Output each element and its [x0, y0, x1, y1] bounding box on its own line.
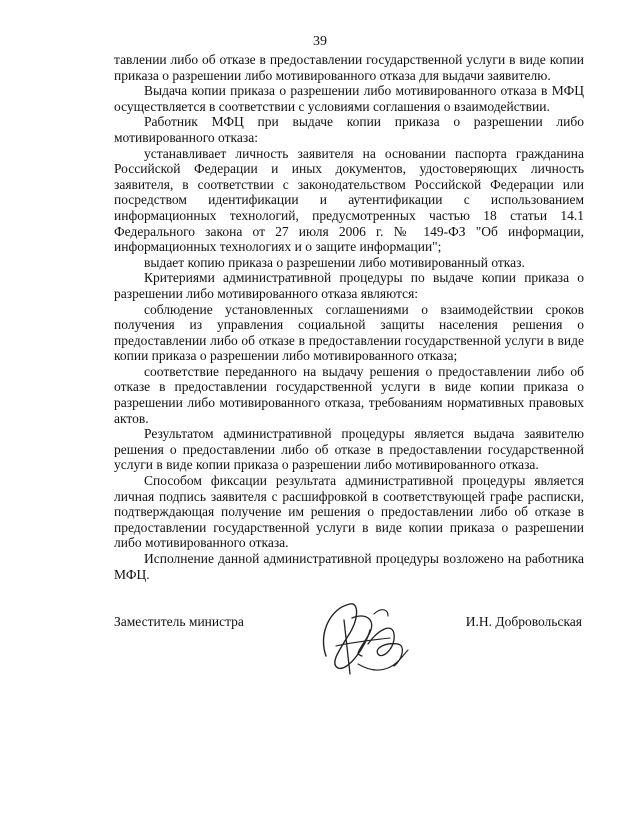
- paragraph: Результатом административной процедуры является выдача заявителю решения о предоставлении либо об отказе в предоставлении государственной услуги в виде копии приказа о разрешении либо мотивированного отказа.: [114, 426, 584, 473]
- paragraph: выдает копию приказа о разрешении либо мотивированный отказ.: [144, 254, 525, 270]
- page-number: 39: [313, 34, 327, 49]
- paragraph: Исполнение данной административной процедуры возложено на работника МФЦ.: [114, 551, 584, 582]
- body-text: [114, 52, 584, 582]
- paragraph: Способом фиксации результата административной процедуры является личная подпись заявителя с расшифровкой в соответствующей графе расписки, подтверждающая получение им решения о предоставлении либо об отказе в предоставлении государственной услуги в виде копии приказа о разрешении либо мотивированного отказа.: [114, 473, 584, 551]
- paragraph: устанавливает личность заявителя на основании паспорта гражданина Российской Федерации и иных документов, удостоверяющих личность заявителя, в соответствии с законодательством Российской Федерации или посредством идентификации и аутентификации с использованием информационных технологий, предусмотренных частью 18 статьи 14.1 Федерального закона от 27 июля 2006 г. № 149-ФЗ "Об информации, информационных технологиях и о защите информации";: [114, 145, 584, 255]
- paragraph: Выдача копии приказа о разрешении либо мотивированного отказа в МФЦ осуществляется в соответствии с условиями соглашения о взаимодействии.: [114, 83, 584, 114]
- paragraph: соответствие переданного на выдачу решения о предоставлении либо об отказе в предоставлении государственной услуги в виде копии приказа о разрешении либо мотивированного отказа, требованиям нормативных правовых актов.: [114, 363, 584, 426]
- paragraph: Критериями административной процедуры по выдаче копии приказа о разрешении либо мотивированного отказа являются:: [114, 270, 584, 301]
- paragraph: соблюдение установленных соглашениями о взаимодействии сроков получения из управления социальной защиты населения решения о предоставлении либо об отказе в предоставлении государственной услуги в виде копии приказа о разрешении либо мотивированного отказа;: [114, 301, 584, 364]
- paragraph-continuation: тавлении либо об отказе в предоставлении государственной услуги в виде копии приказа о разрешении либо мотивированного отказа для выдачи заявителю.: [114, 52, 584, 83]
- handwritten-signature: [308, 594, 418, 692]
- paragraph: Работник МФЦ при выдаче копии приказа о разрешении либо мотивированного отказа:: [114, 114, 584, 145]
- signature-block: [114, 608, 584, 698]
- signatory-position: Заместитель министра: [114, 614, 244, 629]
- signatory-name: И.Н. Добровольская: [465, 614, 582, 629]
